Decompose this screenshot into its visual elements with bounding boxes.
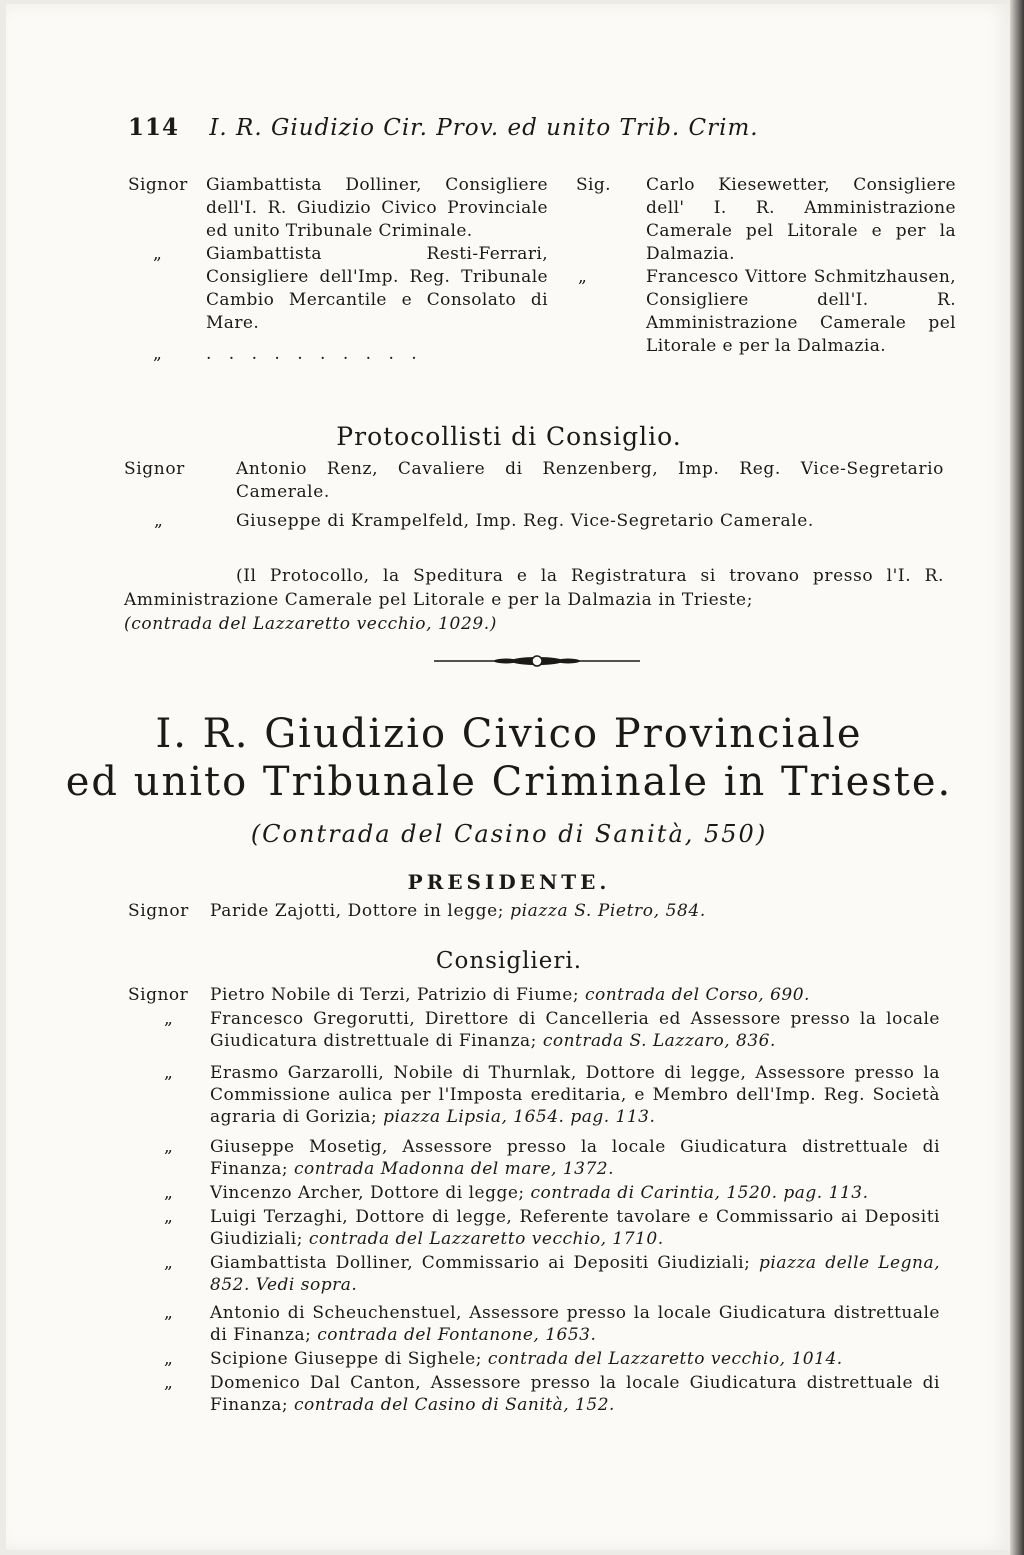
consigliere-entry: [128, 1252, 940, 1296]
left-entry: [128, 174, 548, 243]
entry-address: contrada del Casino di Sanità, 152.: [294, 1395, 615, 1415]
ditto-mark: „: [578, 267, 588, 287]
ditto-mark: „: [164, 1063, 174, 1083]
page-number: 114: [128, 114, 180, 141]
ditto-mark: „: [164, 1349, 174, 1369]
entry-text: Giuseppe di Krampelfeld, Imp. Reg. Vice-Segretario Camerale.: [236, 511, 814, 531]
entry-address: piazza S. Pietro, 584.: [510, 901, 706, 921]
entry-text: Francesco Gregorutti, Direttore di Cancelleria ed Assessore presso la locale Giudicatura distrettuale di Finanza;: [210, 1009, 940, 1051]
entry-address: contrada del Lazzaretto vecchio, 1014.: [487, 1349, 843, 1369]
entry-address: piazza Lipsia, 1654. pag. 113.: [383, 1107, 656, 1127]
consigliere-entry: [128, 1206, 940, 1250]
ditto-mark: „: [164, 1207, 174, 1227]
consigliere-entry: [128, 1302, 940, 1346]
protocollisti-heading: Protocollisti di Consiglio.: [336, 422, 682, 451]
ditto-mark: „: [153, 344, 163, 364]
entry-text: Erasmo Garzarolli, Nobile di Thurnlak, Dottore di legge, Assessore presso la Commissione aulica per l'Imposta ereditaria, e Membro dell'Imp. Reg. Società agraria di Gorizia;: [210, 1063, 940, 1127]
presidente-row: [128, 900, 948, 923]
honorific: Signor: [128, 175, 188, 195]
honorific: Signor: [124, 459, 185, 479]
entry-text: Giambattista Dolliner, Consigliere dell'I. R. Giudizio Civico Provinciale ed unito Tribunale Criminale.: [206, 175, 548, 241]
entry-text: Pietro Nobile di Terzi, Patrizio di Fiume;: [210, 985, 580, 1005]
consigliere-entry: [128, 1008, 940, 1052]
ditto-mark: „: [164, 1009, 174, 1029]
court-address: (Contrada del Casino di Sanità, 550): [250, 820, 768, 848]
entry-text: Carlo Kiesewetter, Consigliere dell' I. R. Amministrazione Camerale pel Litorale e per la Dalmazia.: [646, 175, 956, 264]
entry-text: Francesco Vittore Schmitzhausen, Consigliere dell'I. R. Amministrazione Camerale pel Litorale e per la Dalmazia.: [646, 267, 956, 356]
consigliere-entry: [128, 1182, 940, 1204]
consigliere-entry: [128, 984, 940, 1006]
note-text: (Il Protocollo, la Speditura e la Registratura si trovano presso l'I. R. Amministrazione Camerale pel Litorale e per la Dalmazia in Trieste;: [124, 566, 944, 610]
protocollisti-list: [124, 458, 944, 533]
ditto-mark: „: [164, 1303, 174, 1323]
protocollista-entry: [124, 458, 944, 504]
entry-text: Vincenzo Archer, Dottore di legge;: [210, 1183, 525, 1203]
entry-text: Giambattista Dolliner, Commissario ai Depositi Giudiziali;: [210, 1253, 751, 1273]
consigliere-entry: [128, 1348, 940, 1370]
ornamental-rule-icon: [434, 654, 640, 668]
entry-text: Luigi Terzaghi, Dottore di legge, Referente tavolare e Commissario ai Depositi Giudiziali;: [210, 1207, 940, 1249]
left-column: [128, 174, 548, 366]
entry-address: contrada Madonna del mare, 1372.: [294, 1159, 615, 1179]
ditto-mark: „: [164, 1373, 174, 1393]
entry-text: Antonio Renz, Cavaliere di Renzenberg, Imp. Reg. Vice-Segretario Camerale.: [236, 459, 944, 502]
presidente-heading: PRESIDENTE.: [407, 870, 611, 894]
ditto-mark: „: [164, 1183, 174, 1203]
ellipsis-dots: . . . . . . . . . .: [206, 344, 423, 364]
consigliere-entry: [128, 1062, 940, 1128]
presidente-entry: [128, 900, 948, 923]
entry-text: Giambattista Resti-Ferrari, Consigliere dell'Imp. Reg. Tribunale Cambio Mercantile e Consolato di Mare.: [206, 244, 548, 333]
consigliere-entry: [128, 1372, 940, 1416]
entry-text: Antonio di Scheuchenstuel, Assessore presso la locale Giudicatura distrettuale di Finanza;: [210, 1303, 940, 1345]
entry-address: contrada del Lazzaretto vecchio, 1710.: [308, 1229, 664, 1249]
entry-text: Scipione Giuseppe di Sighele;: [210, 1349, 482, 1369]
entry-address: contrada del Fontanone, 1653.: [317, 1325, 597, 1345]
section-title-line-1: I. R. Giudizio Civico Provinciale: [155, 711, 863, 757]
ditto-mark: „: [154, 511, 164, 531]
consiglieri-heading: Consiglieri.: [435, 948, 583, 974]
entry-address: contrada del Corso, 690.: [584, 985, 810, 1005]
entry-address: contrada di Carintia, 1520. pag. 113.: [530, 1183, 869, 1203]
right-entry: [576, 266, 956, 358]
right-column: [576, 174, 956, 358]
entry-address: contrada S. Lazzaro, 836.: [542, 1031, 776, 1051]
section-title-line-2: ed unito Tribunale Criminale in Trieste.: [65, 759, 953, 805]
entry-text: Paride Zajotti, Dottore in legge;: [210, 901, 505, 921]
ditto-mark: „: [164, 1137, 174, 1157]
protocollo-note: [124, 564, 944, 636]
note-address: (contrada del Lazzaretto vecchio, 1029.): [124, 614, 498, 634]
right-entry: [576, 174, 956, 266]
page-edge-shadow: [1010, 0, 1024, 1555]
entry-text: Giuseppe Mosetig, Assessore presso la locale Giudicatura distrettuale di Finanza;: [210, 1137, 940, 1179]
entry-text: Domenico Dal Canton, Assessore presso la locale Giudicatura distrettuale di Finanza;: [210, 1373, 940, 1415]
running-title: I. R. Giudizio Cir. Prov. ed unito Trib. Crim.: [209, 115, 759, 141]
left-entry: [128, 243, 548, 335]
honorific: Signor: [128, 985, 189, 1005]
honorific: Sig.: [576, 175, 611, 195]
protocollista-entry: [124, 510, 944, 533]
book-page: [6, 4, 1015, 1550]
running-header: [128, 114, 888, 141]
ditto-mark: „: [153, 244, 163, 264]
consiglieri-list: [128, 984, 940, 1418]
entry-address: piazza delle Legna, 852. Vedi sopra.: [210, 1253, 940, 1295]
ditto-mark: „: [164, 1253, 174, 1273]
left-entry: [128, 343, 548, 366]
honorific: Signor: [128, 901, 189, 921]
consigliere-entry: [128, 1136, 940, 1180]
